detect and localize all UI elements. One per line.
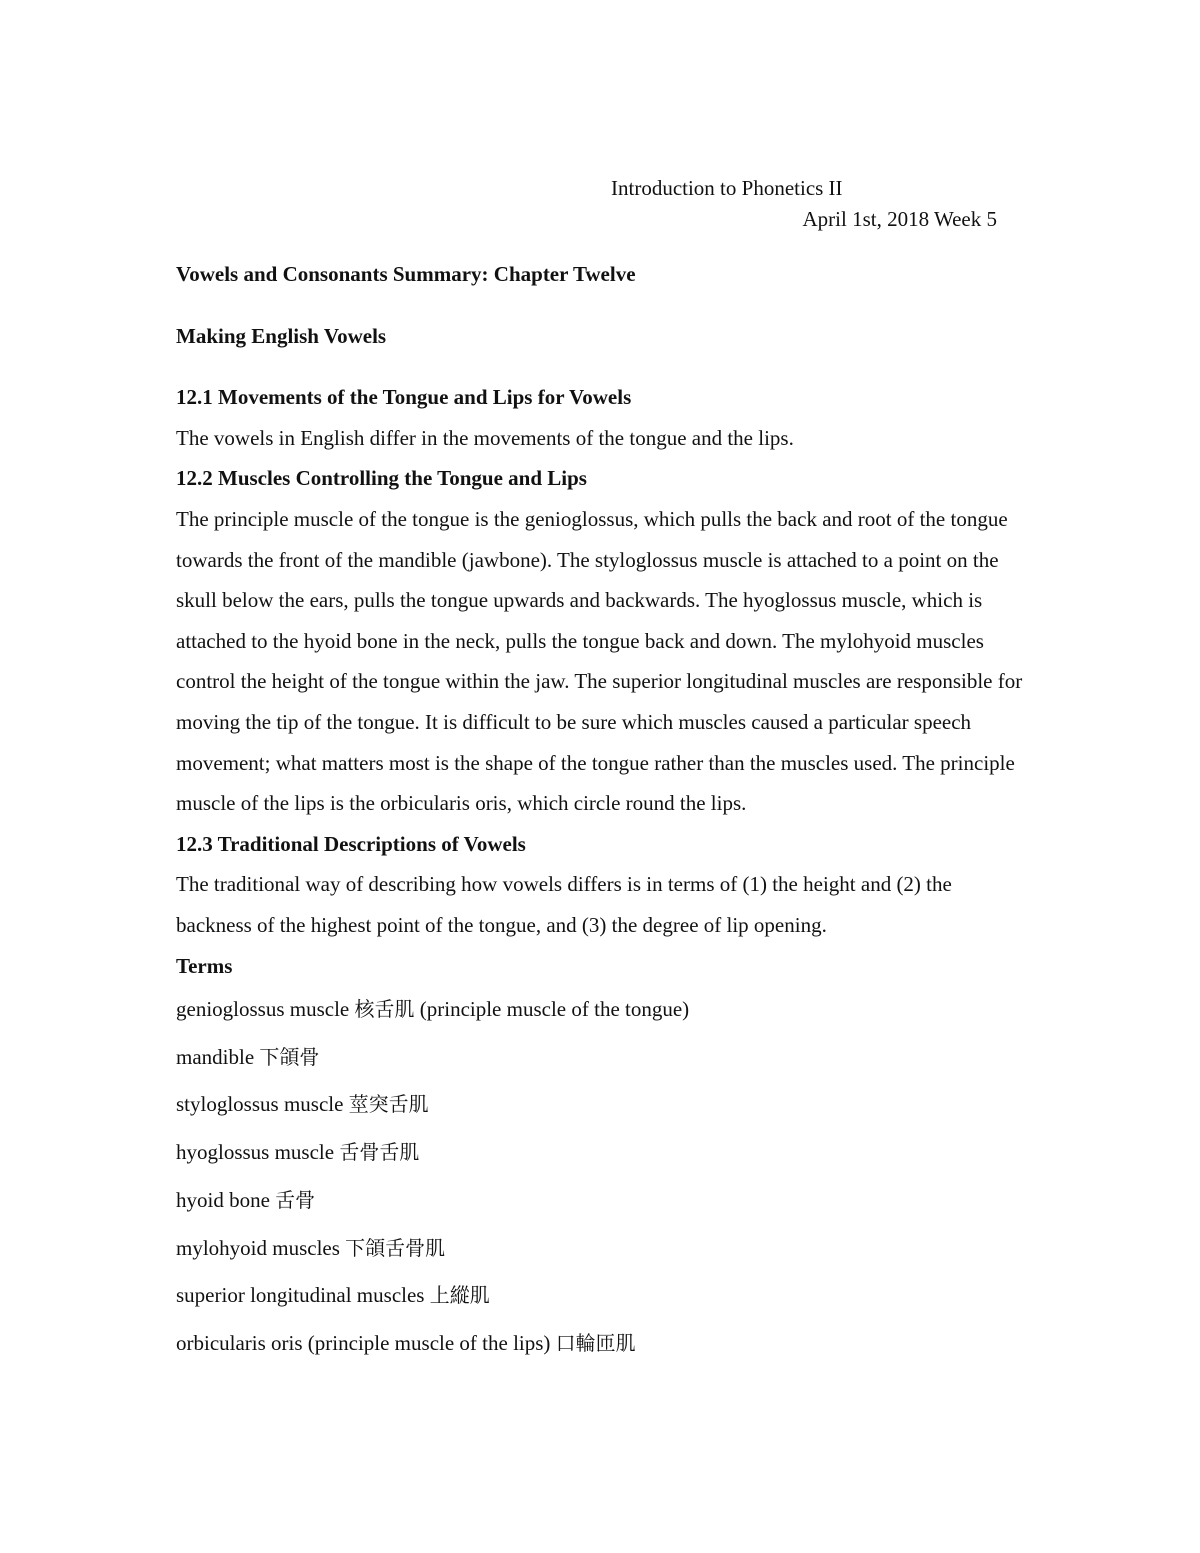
term-chinese: 上縱肌 <box>429 1283 490 1308</box>
term-english: mylohyoid muscles <box>176 1235 346 1260</box>
term-item <box>176 1177 1026 1225</box>
term-chinese: 舌骨舌肌 <box>339 1140 420 1165</box>
section-body-12-1: The vowels in English differ in the movements of the tongue and the lips. <box>176 425 794 450</box>
term-item <box>176 1129 1026 1177</box>
term-english: mandible <box>176 1044 260 1069</box>
section-body-12-3: The traditional way of describing how vowels differs is in terms of (1) the height and (2) the backness of the highest point of the tongue, and (3) the degree of lip opening. <box>176 872 952 937</box>
document-body <box>176 254 1026 1368</box>
term-item <box>176 1081 1026 1129</box>
term-item <box>176 986 1026 1034</box>
term-item <box>176 1320 1026 1368</box>
course-title: Introduction to Phonetics II <box>611 176 843 200</box>
term-english: hyoglossus muscle <box>176 1140 340 1165</box>
section-heading-12-2: 12.2 Muscles Controlling the Tongue and Lips <box>176 466 587 491</box>
section-heading-12-3: 12.3 Traditional Descriptions of Vowels <box>176 831 526 856</box>
term-chinese: 下頜骨 <box>259 1044 320 1069</box>
section-body-12-2: The principle muscle of the tongue is the genioglossus, which pulls the back and root of the tongue towards the front of the mandible (jawbone). The styloglossus muscle is attached to a point on the skull below the ears, pulls the tongue upwards and backwards. The hyoglossus muscle, which is attached to the hyoid bone in the neck, pulls the tongue back and down. The mylohyoid muscles control the height of the tongue within the jaw. The superior longitudinal muscles are responsible for moving the tip of the tongue. It is difficult to be sure which muscles caused a particular speech movement; what matters most is the shape of the tongue rather than the muscles used. The principle muscle of the lips is the orbicularis oris, which circle round the lips. <box>176 506 1023 816</box>
date-line: April 1st, 2018 Week 5 <box>802 207 997 231</box>
term-note: (principle muscle of the tongue) <box>414 997 690 1022</box>
term-english: hyoid bone <box>176 1187 276 1212</box>
term-chinese: 口輪匝肌 <box>555 1330 636 1355</box>
term-item <box>176 1272 1026 1320</box>
term-chinese: 下頜舌骨肌 <box>345 1235 446 1260</box>
term-chinese: 核舌肌 <box>354 997 415 1022</box>
terms-heading: Terms <box>176 953 233 978</box>
document-subtitle: Making English Vowels <box>176 323 387 348</box>
term-chinese: 莖突舌肌 <box>348 1092 429 1117</box>
term-item <box>176 1034 1026 1082</box>
term-english: genioglossus muscle <box>176 997 355 1022</box>
term-english: styloglossus muscle <box>176 1092 349 1117</box>
terms-list <box>176 986 1026 1368</box>
term-english: superior longitudinal muscles <box>176 1283 430 1308</box>
term-item <box>176 1225 1026 1273</box>
document-title: Vowels and Consonants Summary: Chapter Twelve <box>176 262 636 286</box>
section-heading-12-1: 12.1 Movements of the Tongue and Lips for Vowels <box>176 385 632 410</box>
term-english: orbicularis oris (principle muscle of the lips) <box>176 1330 556 1355</box>
term-chinese: 舌骨 <box>275 1187 316 1212</box>
